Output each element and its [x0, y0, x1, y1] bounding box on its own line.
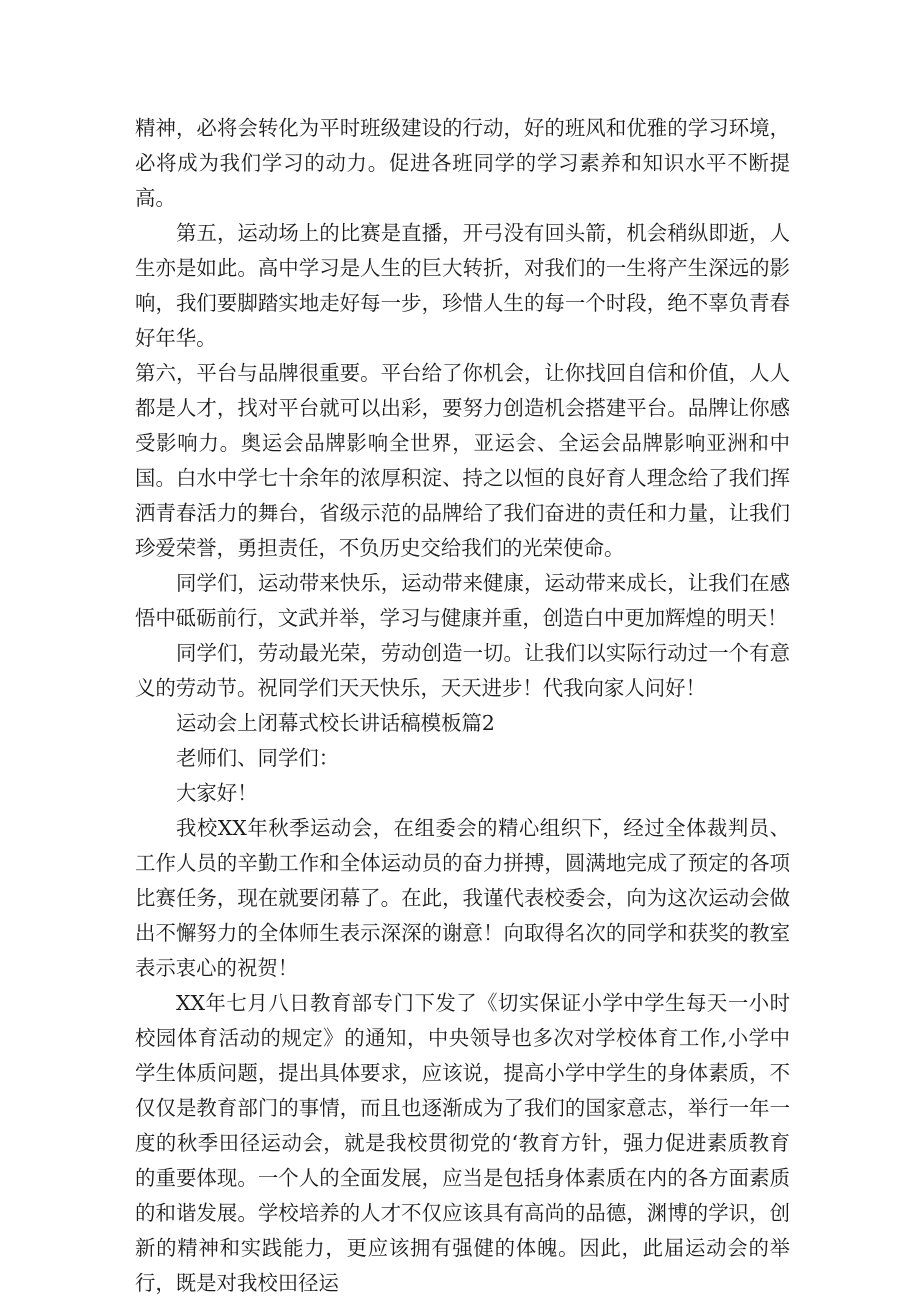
paragraph-3: 第六，平台与品牌很重要。平台给了你机会，让你找回自信和价值，人人都是人才，找对平台就可以出彩，要努力创造机会搭建平台。品牌让你感受影响力。奥运会品牌影响全世界，亚运会、全运会品牌影响亚洲和中国。白水中学七十余年的浓厚积淀、持之以恒的良好育人理念给了我们挥洒青春活力的舞台，省级示范的品牌给了我们奋进的责任和力量，让我们珍爱荣誉，勇担责任，不负历史交给我们的光荣使命。: [135, 361, 790, 560]
greeting: 大家好！: [176, 781, 258, 805]
salutation: 老师们、同学们：: [176, 746, 340, 770]
section-heading: 运动会上闭幕式校长讲话稿模板篇2: [176, 711, 495, 735]
paragraph-10: XX年七月八日教育部专门下发了《切实保证小学中学生每天一小时校园体育活动的规定》的通知，中央领导也多次对学校体育工作,小学中学生体质问题，提出具体要求，应该说，提高小学中学生的身体素质，不仅仅是教育部门的事情，而且也逐渐成为了我们的国家意志，举行一年一度的秋季田径运动会，就是我校贯彻党的‘教育方针，强力促进素质教育的重要体现。一个人的全面发展，应当是包括身体素质在内的各方面素质的和谐发展。学校培养的人才不仅应该具有高尚的品德，渊博的学识，创新的精神和实践能力，更应该拥有强健的体魄。因此，此届运动会的举行，既是对我校田径运: [135, 991, 790, 1295]
paragraph-9: 我校XX年秋季运动会，在组委会的精心组织下，经过全体裁判员、工作人员的辛勤工作和全体运动员的奋力拼搏，圆满地完成了预定的各项比赛任务，现在就要闭幕了。在此，我谨代表校委会，向为这次运动会做出不懈努力的全体师生表示深深的谢意！向取得名次的同学和获奖的教室表示衷心的祝贺！: [135, 816, 790, 980]
document-body: [135, 111, 790, 1301]
paragraph-1: 精神，必将会转化为平时班级建设的行动，好的班风和优雅的学习环境，必将成为我们学习的动力。促进各班同学的学习素养和知识水平不断提高。: [135, 116, 790, 210]
paragraph-4: 同学们，运动带来快乐，运动带来健康，运动带来成长，让我们在感悟中砥砺前行，文武并举，学习与健康并重，创造白中更加辉煌的明天！: [135, 571, 790, 630]
paragraph-5: 同学们，劳动最光荣，劳动创造一切。让我们以实际行动过一个有意义的劳动节。祝同学们天天快乐，天天进步！代我向家人问好！: [135, 641, 790, 700]
paragraph-2: 第五，运动场上的比赛是直播，开弓没有回头箭，机会稍纵即逝，人生亦是如此。高中学习是人生的巨大转折，对我们的一生将产生深远的影响，我们要脚踏实地走好每一步，珍惜人生的每一个时段，绝不辜负青春好年华。: [135, 221, 790, 350]
